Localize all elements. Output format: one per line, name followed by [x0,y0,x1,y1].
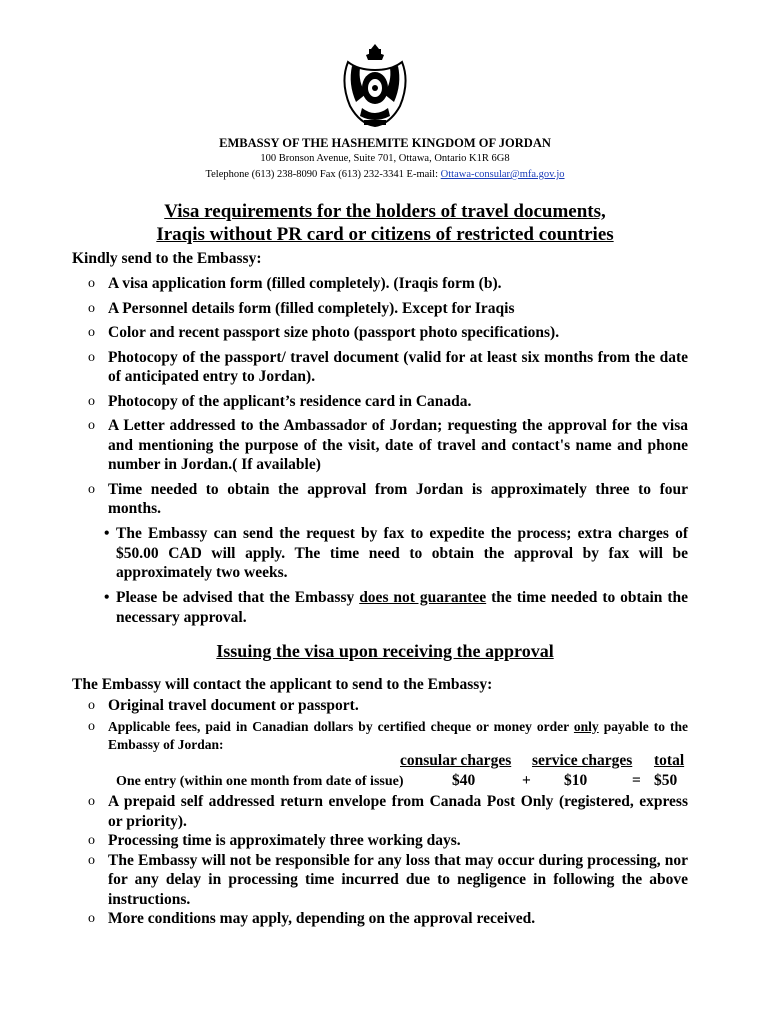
bullet-icon: o [88,276,95,291]
fee-row-label: One entry (within one month from date of issue) [116,774,404,789]
bullet-icon: o [88,852,95,868]
bullet-icon: o [88,481,95,497]
fee-total-value: $50 [654,772,678,789]
embassy-address: 100 Bronson Avenue, Suite 701, Ottawa, Ontario K1R 6G8 [260,153,510,164]
bullet-icon: o [88,698,95,713]
section-2-intro: The Embassy will contact the applicant to send to the Embassy: [72,676,493,693]
bullet-icon: o [88,393,95,409]
list-item: o Photocopy of the applicant’s residence card in Canada. [88,392,472,410]
guarantee-note: • Please be advised that the Embassy does not guarantee the time needed to obtain the necessary approval. [104,589,688,626]
bullet-icon: o [88,300,95,316]
embassy-title: EMBASSY OF THE HASHEMITE KINGDOM OF JORDAN [219,136,551,150]
list-item: o Time needed to obtain the approval from Jordan is approximately three to four months. [88,480,688,517]
fee-service-value: $10 [564,772,588,789]
dot-icon: • [104,589,110,606]
list-item: o More conditions may apply, depending on the approval received. [88,910,536,927]
col-total: total [654,752,685,769]
list-item: o Applicable fees, paid in Canadian dollars by certified cheque or money order only payable to the Embassy of Jordan: [88,718,689,752]
col-consular-charges: consular charges [400,752,512,769]
document-title-line-2: Iraqis without PR card or citizens of restricted countries [156,224,614,245]
list-item: o Color and recent passport size photo (passport photo specifications). [88,324,560,341]
list-item: o A visa application form (filled completely). (Iraqis form (b). [88,275,502,292]
col-service-charges: service charges [532,752,633,769]
fee-plus-sign: + [522,772,531,789]
bullet-icon: o [88,325,95,340]
embassy-contact-line [0,169,770,180]
list-item: o A prepaid self addressed return envelope from Canada Post Only (registered, express or priority). [88,793,688,830]
list-item: o Processing time is approximately three working days. [88,832,461,849]
approval-list-bottom [88,792,688,929]
bullet-icon: o [88,418,95,433]
requirements-list [88,274,688,519]
bullet-icon: o [88,794,95,809]
coat-of-arms-emblem [338,42,412,128]
bullet-icon: o [88,349,95,365]
list-item: o Original travel document or passport. [88,697,359,714]
list-item: o Photocopy of the passport/ travel document (valid for at least six months from the date of anticipated entry to Jordan). [88,348,688,385]
intro-text: Kindly send to the Embassy: [72,250,262,267]
list-item: o A Letter addressed to the Ambassador of Jordan; requesting the approval for the visa and mentioning the purpose of the visit, date of travel and contact's name and phone number in Jordan.( If available) [88,417,688,473]
bullet-icon: o [88,833,95,848]
fax-note: • The Embassy can send the request by fax to expedite the process; extra charges of $50.00 CAD will apply. The time need to obtain the approval by fax will be approximately two weeks. [104,525,688,581]
list-item: o The Embassy will not be responsible for any loss that may occur during processing, nor for any delay in processing time incurred due to negligence in following the above instructions. [88,851,688,908]
fee-equals-sign: = [632,772,641,789]
document-title-line-1: Visa requirements for the holders of travel documents, [164,201,606,222]
email-link[interactable]: Ottawa-consular@mfa.gov.jo [440,169,565,180]
list-item: o A Personnel details form (filled completely). Except for Iraqis [88,299,515,317]
bullet-icon: o [88,911,95,926]
approval-list-top [88,696,688,754]
fee-consular-value: $40 [452,772,476,789]
dot-icon: • [104,525,110,542]
bullet-icon: o [88,718,95,734]
telephone-fax-text: Telephone (613) 238-8090 Fax (613) 232-3341 E-mail: [205,169,441,180]
section-2-title: Issuing the visa upon receiving the approval [216,641,554,661]
